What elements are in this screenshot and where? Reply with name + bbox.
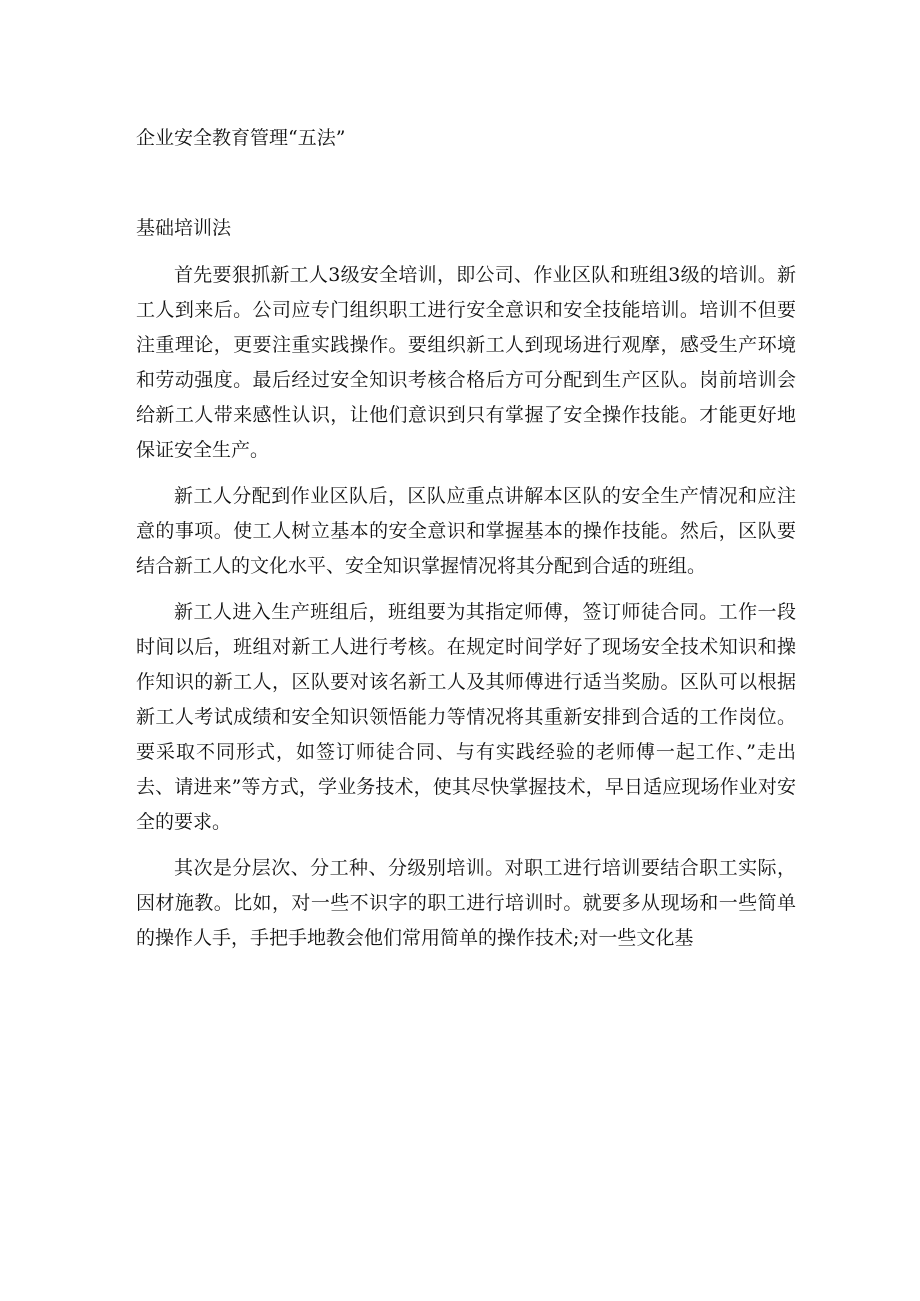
section-heading: 基础培训法 (136, 217, 232, 239)
document-body (136, 258, 796, 967)
paragraph-2: 新工人分配到作业区队后，区队应重点讲解本区队的安全生产情况和应注意的事项。使工人树立基本的安全意识和掌握基本的操作技能。然后，区队要结合新工人的文化水平、安全知识掌握情况将其分配到合适的班组。 (136, 485, 796, 577)
paragraph-1: 首先要狠抓新工人3级安全培训，即公司、作业区队和班组3级的培训。新工人到来后。公司应专门组织职工进行安全意识和安全技能培训。培训不但要注重理论，更要注重实践操作。要组织新工人到现场进行观摩，感受生产环境和劳动强度。最后经过安全知识考核合格后方可分配到生产区队。岗前培训会给新工人带来感性认识，让他们意识到只有掌握了安全操作技能。才能更好地保证安全生产。 (136, 264, 796, 461)
document-title: 企业安全教育管理“五法” (136, 127, 346, 149)
paragraph-4: 其次是分层次、分工种、分级别培训。对职工进行培训要结合职工实际，因材施教。比如，对一些不识字的职工进行培训时。就要多从现场和一些简单的操作人手，手把手地教会他们常用简单的操作技术;对一些文化基 (136, 857, 796, 949)
paragraph-3: 新工人进入生产班组后，班组要为其指定师傅，签订师徒合同。工作一段时间以后，班组对新工人进行考核。在规定时间学好了现场安全技术知识和操作知识的新工人，区队要对该名新工人及其师傅进行适当奖励。区队可以根据新工人考试成绩和安全知识领悟能力等情况将其重新安排到合适的工作岗位。要采取不同形式，如签订师徒合同、与有实践经验的老师傅一起工作、”走出去、请进来”等方式，学业务技术，使其尽快掌握技术，早日适应现场作业对安全的要求。 (136, 601, 796, 833)
